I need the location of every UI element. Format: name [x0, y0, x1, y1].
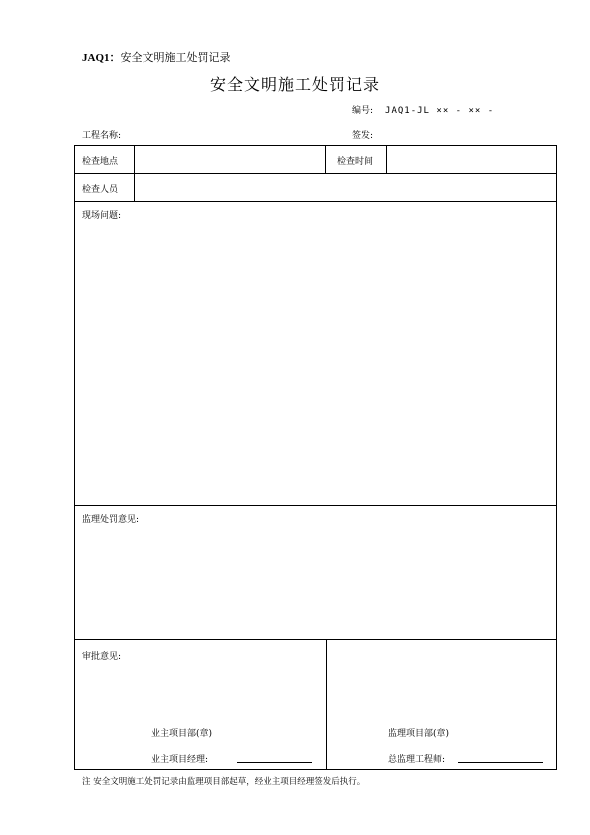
issued-label: 签发:	[352, 131, 374, 141]
form-code-name: 安全文明施工处罚记录	[120, 51, 231, 64]
form-code	[82, 49, 231, 65]
project-name-label: 工程名称:	[82, 131, 122, 141]
time-label: 检查时间	[337, 157, 374, 167]
page-title: 安全文明施工处罚记录	[209, 75, 380, 94]
location-label-cell	[74, 145, 135, 174]
time-label-cell	[325, 145, 387, 174]
site-issue-label: 现场问题:	[82, 211, 122, 221]
approval-supervision-section[interactable]	[326, 639, 557, 770]
time-value-cell[interactable]	[386, 145, 557, 174]
inspector-value-cell[interactable]	[134, 173, 557, 202]
approval-label: 审批意见:	[82, 652, 122, 662]
inspector-label: 检查人员	[82, 185, 119, 195]
location-label: 检查地点	[82, 157, 119, 167]
supervision-opinion-section[interactable]	[74, 505, 557, 640]
serial-number	[352, 103, 494, 116]
footer-note: 注 安全文明施工处罚记录由监理项目部起草，经业主项目经理签发后执行。	[82, 777, 366, 787]
owner-manager-label: 业主项目经理:	[151, 755, 209, 765]
chief-engineer-label: 总监理工程师:	[388, 755, 446, 765]
chief-engineer-signature-line[interactable]	[458, 762, 543, 763]
supervision-opinion-label: 监理处罚意见:	[82, 515, 140, 525]
inspector-label-cell	[74, 173, 135, 202]
owner-manager-signature-line[interactable]	[237, 762, 312, 763]
form-code-prefix: JAQ1：	[82, 52, 121, 64]
supervision-dept-label: 监理项目部(章)	[388, 729, 450, 739]
location-value-cell[interactable]	[134, 145, 326, 174]
site-issue-section[interactable]	[74, 201, 557, 506]
owner-dept-label: 业主项目部(章)	[151, 729, 213, 739]
approval-owner-section[interactable]	[74, 639, 327, 770]
serial-number-value: JAQ1-JL ×× - ×× -	[385, 106, 495, 116]
serial-number-label: 编号:	[352, 106, 374, 116]
